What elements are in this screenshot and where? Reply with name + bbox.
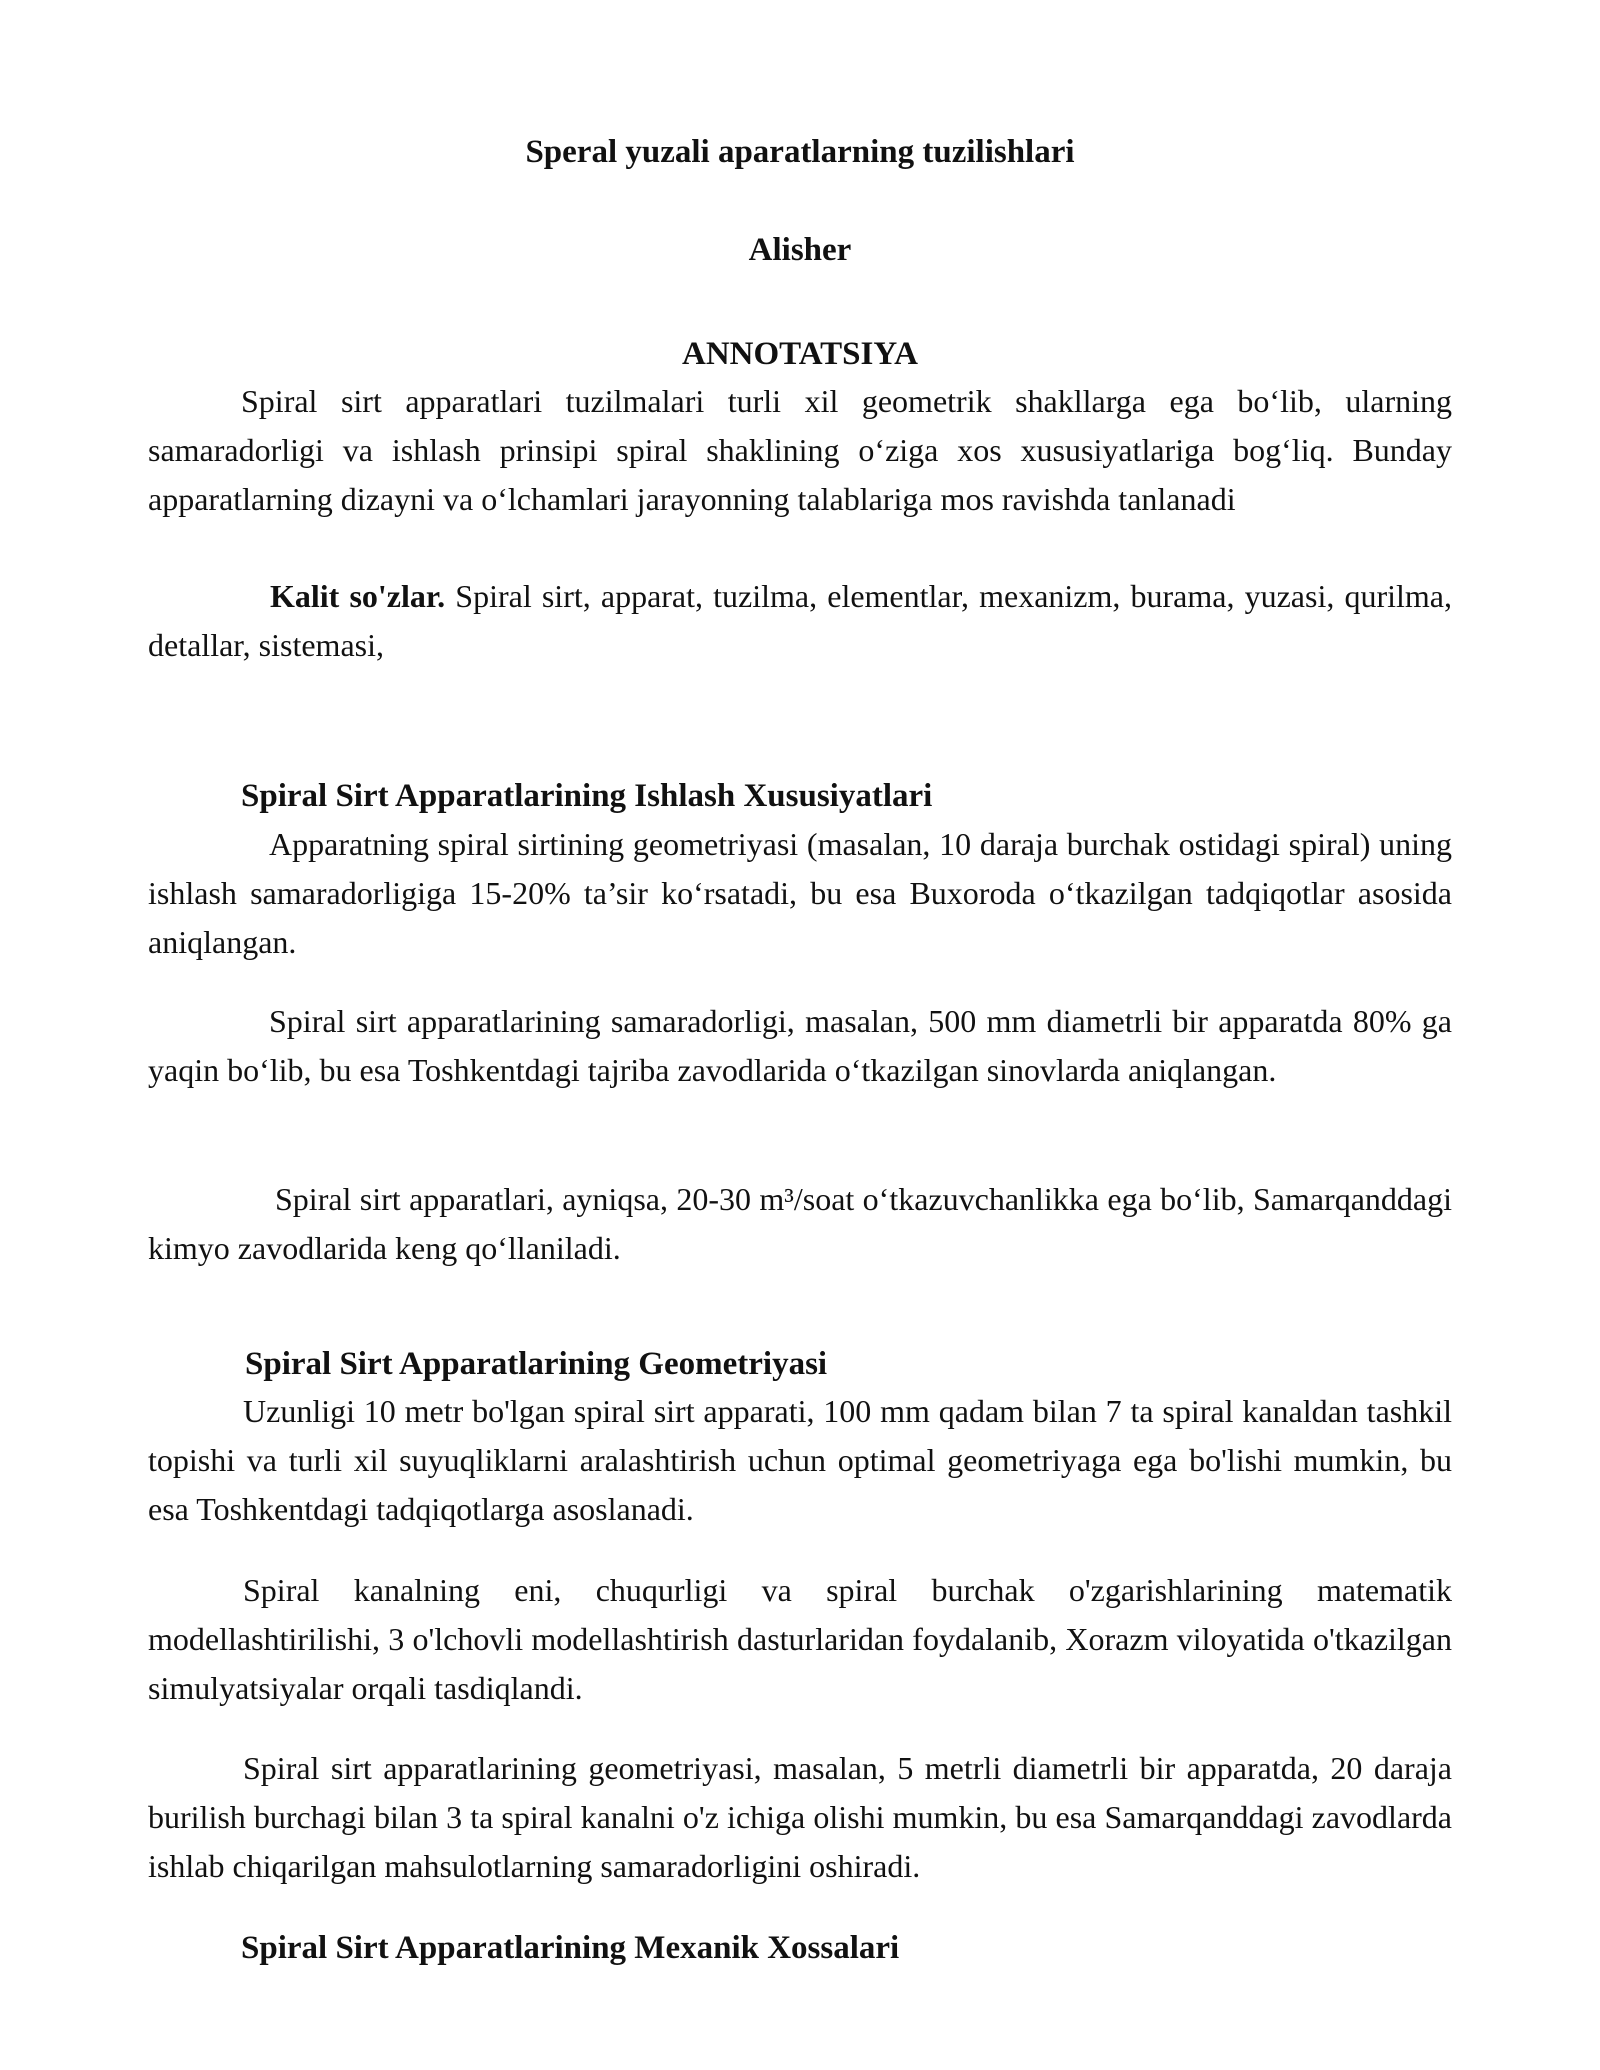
keywords-paragraph [148, 572, 1452, 670]
section-heading-geometriya: Spiral Sirt Apparatlarining Geometriyasi [245, 1346, 828, 1382]
section-1-paragraph-2: Spiral sirt apparatlarining samaradorligi, masalan, 500 mm diametrli bir apparatda 80% ga yaqin bo‘lib, bu esa Toshkentdagi tajriba zavodlarida o‘tkazilgan sinovlarda aniqlangan. [148, 1003, 1452, 1088]
section-2-paragraph-2: Spiral kanalning eni, chuqurligi va spiral burchak o'zgarishlarining matematik modellashtirilishi, 3 o'lchovli modellashtirish dasturlaridan foydalanib, Xorazm viloyatida o'tkazilgan simulyatsiyalar orqali tasdiqlandi. [148, 1572, 1452, 1706]
section-heading-ishlash: Spiral Sirt Apparatlarining Ishlash Xususiyatlari [241, 778, 933, 814]
section-heading-mexanik: Spiral Sirt Apparatlarining Mexanik Xossalari [241, 1930, 900, 1966]
author-name: Alisher [748, 232, 852, 268]
annotation-heading: ANNOTATSIYA [682, 336, 918, 372]
section-1-paragraph-1: Apparatning spiral sirtining geometriyasi (masalan, 10 daraja burchak ostidagi spiral) uning ishlash samaradorligiga 15-20% ta’sir ko‘rsatadi, bu esa Buxoroda o‘tkazilgan tadqiqotlar asosida aniqlangan. [148, 826, 1452, 960]
annotation-paragraph: Spiral sirt apparatlari tuzilmalari turli xil geometrik shakllarga ega bo‘lib, ularning samaradorligi va ishlash prinsipi spiral shaklining o‘ziga xos xususiyatlariga bog‘liq. Bunday apparatlarning dizayni va o‘lchamlari jarayonning talablariga mos ravishda tanlanadi [148, 383, 1452, 517]
keywords-text: Spiral sirt, apparat, tuzilma, elementlar, mexanizm, burama, yuzasi, qurilma, detallar, sistemasi, [148, 578, 1452, 663]
section-2-paragraph-3: Spiral sirt apparatlarining geometriyasi, masalan, 5 metrli diametrli bir apparatda, 20 daraja burilish burchagi bilan 3 ta spiral kanalni o'z ichiga olishi mumkin, bu esa Samarqanddagi zavodlarda ishlab chiqarilgan mahsulotlarning samaradorligini oshiradi. [148, 1750, 1452, 1884]
document-title: Speral yuzali aparatlarning tuzilishlari [525, 134, 1075, 170]
section-2-paragraph-1: Uzunligi 10 metr bo'lgan spiral sirt apparati, 100 mm qadam bilan 7 ta spiral kanaldan tashkil topishi va turli xil suyuqliklarni aralashtirish uchun optimal geometriyaga ega bo'lishi mumkin, bu esa Toshkentdagi tadqiqotlarga asoslanadi. [148, 1393, 1452, 1527]
keywords-label: Kalit so'zlar. [270, 578, 446, 614]
section-1-paragraph-3: Spiral sirt apparatlari, ayniqsa, 20-30 m³/soat o‘tkazuvchanlikka ega bo‘lib, Samarqanddagi kimyo zavodlarida keng qo‘llaniladi. [148, 1181, 1452, 1266]
